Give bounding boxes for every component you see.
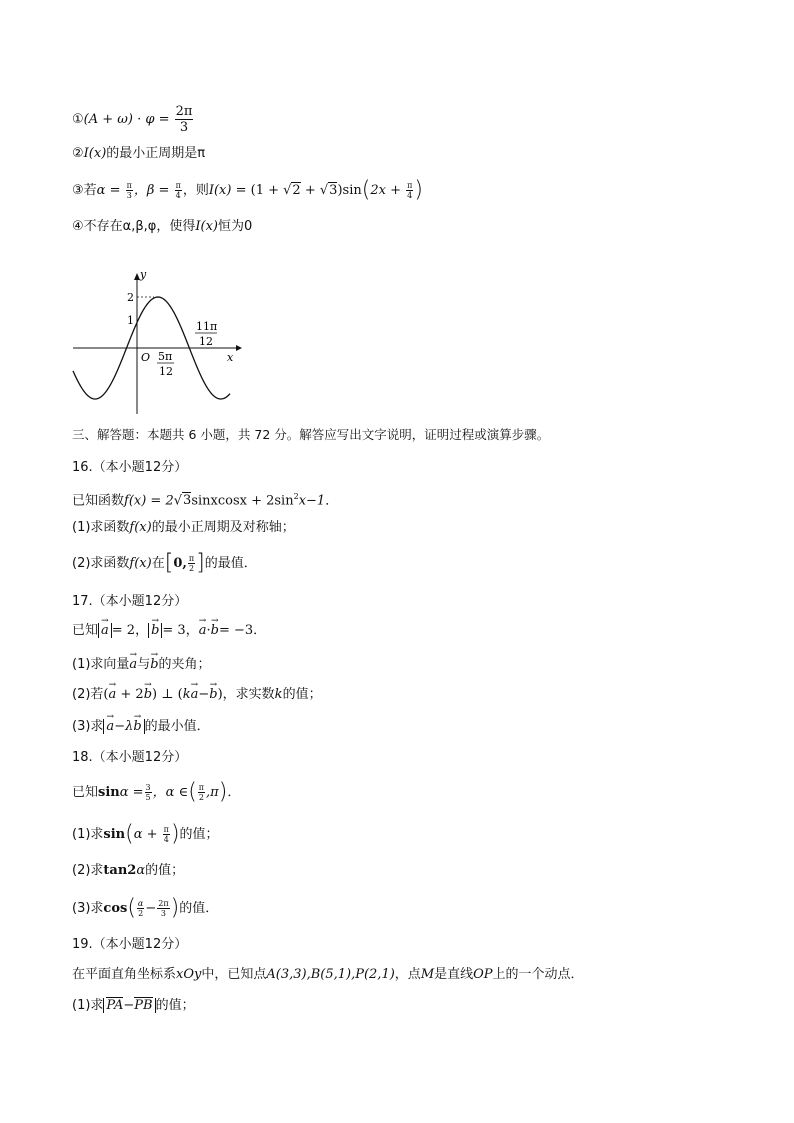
q17-part1: (1)求向量→ a与→ b的夹角；	[72, 656, 211, 674]
sine-graph	[68, 268, 248, 418]
x-axis-arrow	[236, 345, 242, 351]
q18-part3: (3)求cos( $\frac{\alpha}{2}$ − $\frac{2\pi}{3}$ )的值．	[72, 895, 219, 921]
q16-stem: 已知函数f(x) = 2√3sinxcosx + $2\sin^2x-1$．	[72, 492, 339, 509]
q17-title: 17.（本小题12分）	[72, 594, 188, 609]
q19-stem: 在平面直角坐标系xOy中，已知点A(3,3),B(5,1),P(2,1)，点M是直线OP上的一个动点．	[72, 967, 584, 982]
x2-den: 12	[199, 335, 213, 348]
conclusion-1: ①(A + ω) · φ = $\frac{2\pi}{3}$	[72, 104, 193, 135]
x2-num: 11π	[196, 320, 218, 333]
x1-num: 5π	[158, 350, 173, 363]
section-heading: 三、解答题：本题共 6 小题，共 72 分。解答应写出文字说明，证明过程或演算步骤。	[72, 427, 550, 442]
fraction: $\frac{2\pi}{3}$	[175, 104, 193, 135]
q18-title: 18.（本小题12分）	[72, 750, 188, 765]
conclusion-2: ②I(x)的最小正周期是π	[72, 146, 206, 161]
q19-title: 19.（本小题12分）	[72, 937, 188, 952]
x-label: x	[227, 351, 234, 364]
tick-2: 2	[127, 291, 134, 304]
conclusion-3: ③若α = $\frac{\pi}{3}$ ，β = $\frac{\pi}{4}$ ，则I(x) = (1 + √2 + √3)sin(2x + $\frac{\pi}{4}$ )	[72, 177, 423, 203]
q16-part1: (1)求函数f(x)的最小正周期及对称轴；	[72, 520, 295, 535]
conclusion-4: ④不存在α,β,φ，使得I(x)恒为0	[72, 219, 253, 234]
q17-part3: (3)求→ a−λ→ b 的最小值．	[72, 718, 210, 736]
q17-stem: 已知→ a = 2，→ b = 3，→ a·→ b= −3．	[72, 622, 266, 640]
q16-title: 16.（本小题12分）	[72, 460, 188, 475]
q18-stem: 已知sinα = $\frac{3}{5}$ ，α ∈( $\frac{\pi}{2}$ ,π)．	[72, 779, 241, 805]
q19-part1: (1)求 PA−PB 的值；	[72, 998, 195, 1013]
q18-part1: (1)求sin(α + $\frac{\pi}{4}$ )的值；	[72, 821, 219, 847]
q17-part2: (2)若(→ a + 2→ b) ⊥ (k→ a−→ b)，求实数k的值；	[72, 686, 322, 704]
x1-den: 12	[159, 365, 173, 378]
tick-1: 1	[127, 314, 134, 327]
y-label: y	[140, 268, 147, 281]
q18-part2: (2)求tan2α的值；	[72, 863, 185, 878]
q16-part2: (2)求函数f(x)在[0, $\frac{\pi}{2}$ ]的最值．	[72, 550, 257, 576]
origin-label: O	[141, 351, 151, 364]
